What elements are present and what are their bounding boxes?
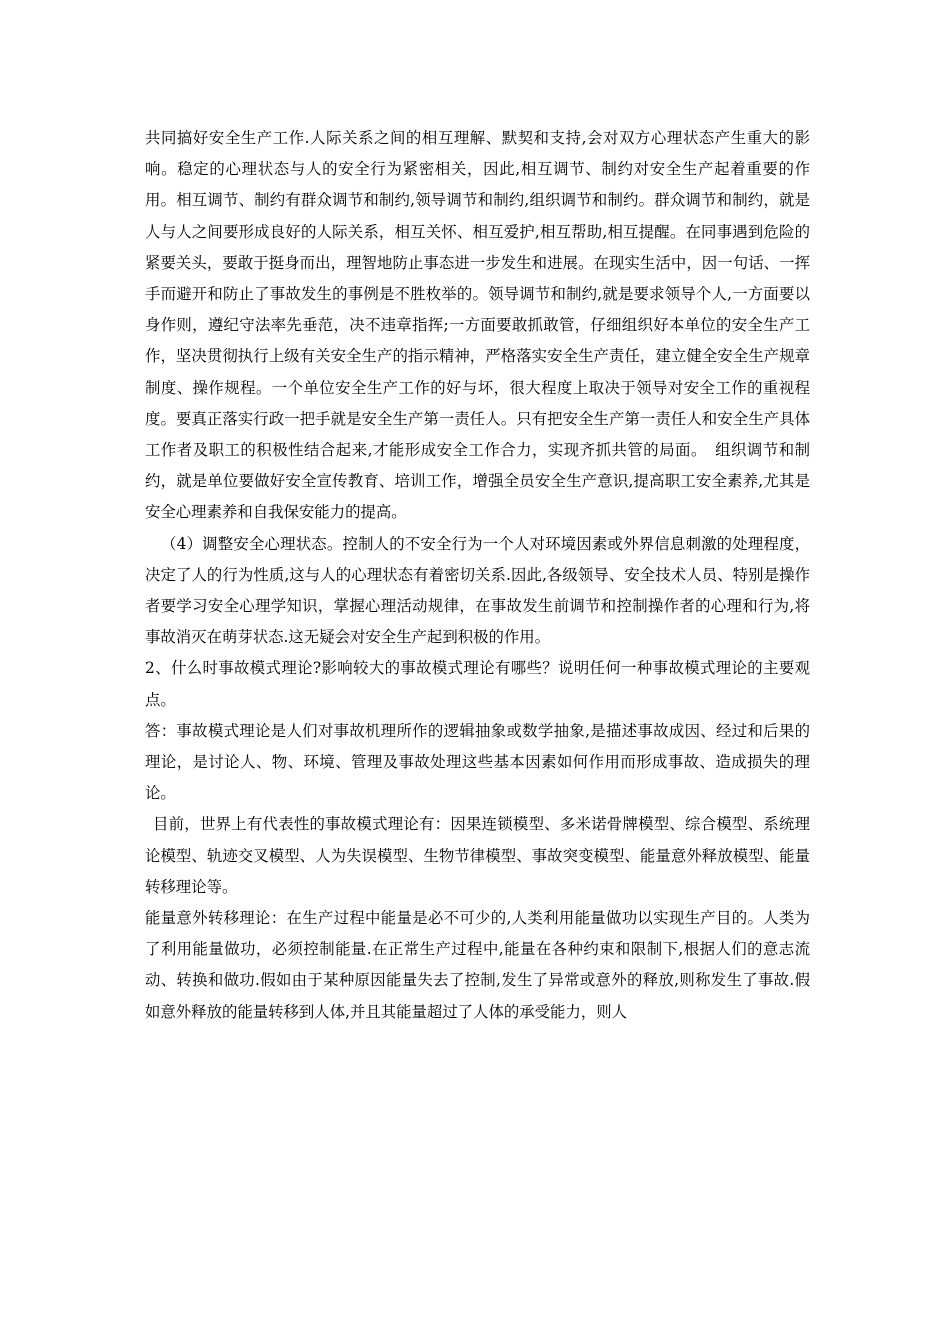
paragraph-model-list: 目前，世界上有代表性的事故模式理论有：因果连锁模型、多米诺骨牌模型、综合模型、系统理论模型、轨迹交叉模型、人为失误模型、生物节律模型、事故突变模型、能量意外释放模型、能量转移理论等。 (145, 815, 810, 896)
paragraph-energy-transfer: 能量意外转移理论：在生产过程中能量是必不可少的,人类利用能量做功以实现生产目的。人类为了利用能量做功，必须控制能量.在正常生产过程中,能量在各种约束和限制下,根据人们的意志流动、转换和做功.假如由于某种原因能量失去了控制,发生了异常或意外的释放,则称发生了事故.假如意外释放的能量转移到人体,并且其能量超过了人体的承受能力，则人 (145, 909, 810, 1021)
answer-definition: 答：事故模式理论是人们对事故机理所作的逻辑抽象或数学抽象,是描述事故成因、经过和后果的理论，是讨论人、物、环境、管理及事故处理这些基本因素如何作用而形成事故、造成损失的理论。 (145, 721, 810, 803)
document-body (145, 123, 810, 1028)
paragraph-interpersonal-regulation: 共同搞好安全生产工作.人际关系之间的相互理解、默契和支持,会对双方心理状态产生重大的影响。稳定的心理状态与人的安全行为紧密相关，因此,相互调节、制约对安全生产起着重要的作用。相互调节、制约有群众调节和制约,领导调节和制约,组织调节和制约。群众调节和制约，就是人与人之间要形成良好的人际关系，相互关怀、相互爱护,相互帮助,相互提醒。在同事遇到危险的紧要关头，要敢于挺身而出，理智地防止事态进一步发生和进展。在现实生活中，因一句话、一挥手而避开和防止了事故发生的事例是不胜枚举的。领导调节和制约,就是要求领导个人,一方面要以身作则，遵纪守法率先垂范，决不违章指挥;一方面要敢抓敢管，仔细组织好本单位的安全生产工作，坚决贯彻执行上级有关安全生产的指示精神，严格落实安全生产责任，建立健全安全生产规章制度、操作规程。一个单位安全生产工作的好与坏，很大程度上取决于领导对安全工作的重视程度。要真正落实行政一把手就是安全生产第一责任人。只有把安全生产第一责任人和安全生产具体工作者及职工的积极性结合起来,才能形成安全工作合力，实现齐抓共管的局面。 组织调节和制约，就是单位要做好安全宣传教育、培训工作，增强全员安全生产意识,提高职工安全素养,尤其是安全心理素养和自我保安能力的提高。 (145, 129, 810, 522)
question-accident-model: 2、什么时事故模式理论?影响较大的事故模式理论有哪些？说明任何一种事故模式理论的主要观点。 (145, 659, 810, 709)
paragraph-adjust-psychology: （4）调整安全心理状态。控制人的不安全行为一个人对环境因素或外界信息刺激的处理程度，决定了人的行为性质,这与人的心理状态有着密切关系.因此,各级领导、安全技术人员、特别是操作者要学习安全心理学知识，掌握心理活动规律，在事故发生前调节和控制操作者的心理和行为,将事故消灭在萌芽状态.这无疑会对安全生产起到积极的作用。 (145, 534, 810, 647)
